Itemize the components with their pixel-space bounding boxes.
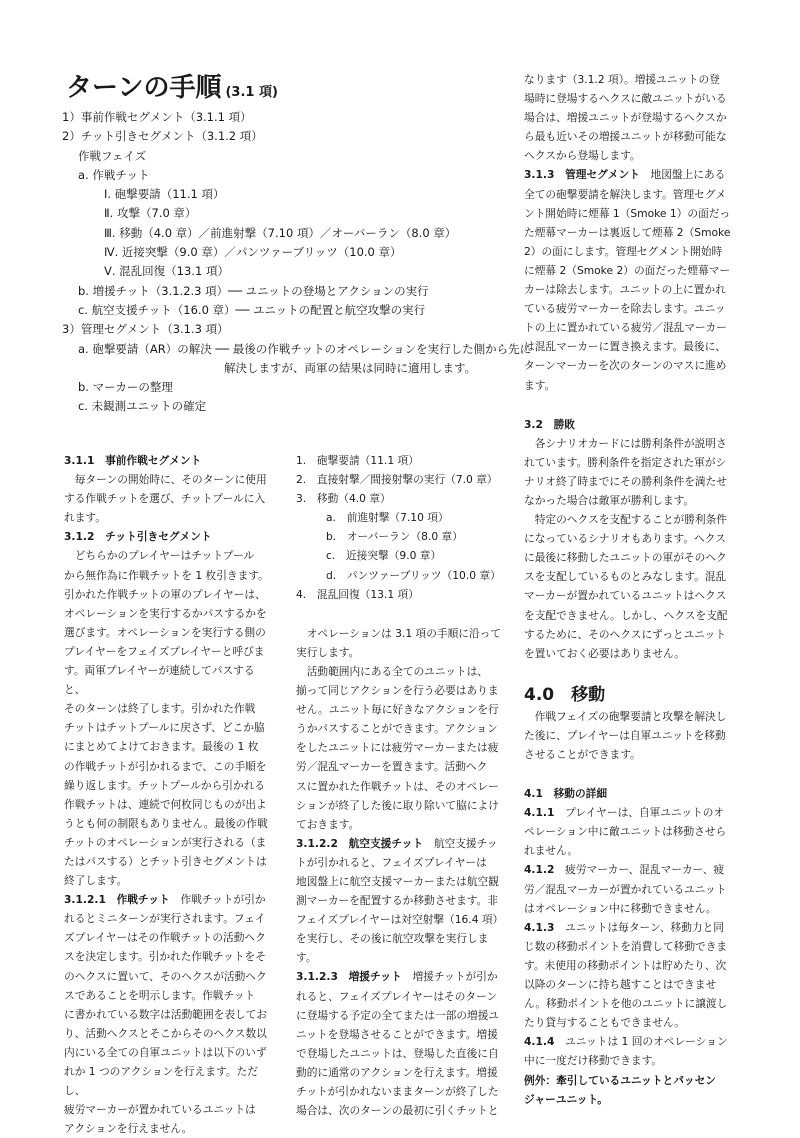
section-heading-3-1-2-1: 3.1.2.1 作戦チット xyxy=(64,893,170,907)
paragraph-3-2-b: 特定のヘクスを支配することが勝利条件 になっているシナリオもあります。ヘクス に最後に移動したユニットの軍がそのヘク スを支配しているものとみなします。混乱 マーカーが置かれているユニットはヘクス を支配できません。しかし、ヘクスを支配 するために、そのヘクスにずっとユニット を置いておく必要はありません。 xyxy=(524,513,728,660)
list-item: a. 前進射撃（7.10 項） xyxy=(326,511,449,525)
outline-line: c. 航空支援チット（16.0 章）── ユニットの配置と航空攻撃の実行 xyxy=(78,302,426,317)
outline-line: Ⅰ. 砲撃要請（11.1 項） xyxy=(104,187,225,202)
section-heading-3-2: 3.2 勝敗 xyxy=(524,417,575,431)
paragraph-3-1-2-2: 3.1.2.2 航空支援チット 航空支援チッ トが引かれると、フェイズプレイヤーは 地図盤上に航空支援マーカーまたは航空観 測マーカーを配置するか移動させます。非 フェイズプレイヤーは対空射撃（16.4 項） を実行し、その後に航空攻撃を実行します。 xyxy=(296,836,504,965)
section-heading-3-1-3: 3.1.3 管理セグメント xyxy=(524,168,640,182)
action-list xyxy=(296,451,506,604)
section-heading-3-1-1: 3.1.1 事前作戦セグメント xyxy=(64,454,202,467)
outline-line: Ⅲ. 移動（4.0 章）／前進射撃（7.10 項）／オーバーラン（8.0 章） xyxy=(104,225,457,240)
paragraph-reinforcement-continued: なります（3.1.2 項）。増援ユニットの登 場時に登場するヘクスに敵ユニットがいる 場合は、増援ユニットが登場するヘクスか ら最も近いその増援ユニットが移動可能な ヘクスから登場します。 xyxy=(524,73,727,163)
rule-4-1-2: 4.1.2 疲労マーカー、混乱マーカー、疲 労／混乱マーカーが置かれているユニット はオペレーション中に移動できません。 xyxy=(524,863,727,915)
column-3 xyxy=(524,70,746,1109)
paragraph-3-1-2-3: 3.1.2.3 増援チット 増援チットが引か れると、フェイズプレイヤーはそのターン に登場する予定の全てまたは一部の増援ユ ニットを登場させることができます。増援 で登場したユニットは、登場した直後に自 動的に通常のアクションを行えます。増援 チットが引かれないままターンが終了した 場合は、次のターンの最初に引くチットと xyxy=(296,970,500,1118)
outline-line: 解決しますが、両軍の結果は同時に適用します。 xyxy=(224,360,477,375)
outline-line: Ⅱ. 攻撃（7.0 章） xyxy=(104,206,197,221)
outline-line: Ⅴ. 混乱回復（13.1 項） xyxy=(104,264,229,279)
outline-line: Ⅳ. 近接突撃（9.0 章）／パンツァーブリッツ（10.0 章） xyxy=(104,245,402,260)
section-heading-3-1-2: 3.1.2 チット引きセグメント xyxy=(64,530,212,544)
outline-line: c. 未観測ユニットの確定 xyxy=(78,399,207,414)
outline-line: 3）管理セグメント（3.1.3 項） xyxy=(62,322,229,337)
outline-line: 1）事前作戦セグメント（3.1.1 項） xyxy=(62,110,252,124)
paragraph-3-2-a: 各シナリオカードには勝利条件が説明さ れています。勝利条件を指定された軍がシ ナリオ終了時までにその勝利条件を満たせ なかった場合は敵軍が勝利します。 xyxy=(524,436,727,507)
rule-4-1-1: 4.1.1 プレイヤーは、自軍ユニットのオ ペレーション中に敵ユニットは移動させら れません。 xyxy=(524,806,727,858)
exception-note: 例外：牽引しているユニットとパッセン ジャーユニット。 xyxy=(524,1073,716,1106)
list-item: 4. 混乱回復（13.1 項） xyxy=(296,587,419,601)
paragraph-activity-range: 活動範囲内にある全てのユニットは、 揃って同じアクションを行う必要はありま せん。ユニット毎に好きなアクションを行 うかパスすることができます。アクション をしたユニットには疲労マーカーまたは疲 労／混乱マーカーを置きます。活動ヘク スに置かれた作戦チットは、そのオペレー ションが終了した後に取り除いて脇によけ ておきます。 xyxy=(296,664,499,831)
list-item: b. オーバーラン（8.0 章） xyxy=(326,530,463,544)
rule-4-1-4: 4.1.4 ユニットは 1 回のオペレーション 中に一度だけ移動できます。 xyxy=(524,1035,728,1068)
section-heading-3-1-2-2: 3.1.2.2 航空支援チット xyxy=(296,836,424,850)
section-heading-3-1-2-3: 3.1.2.3 増援チット xyxy=(296,970,402,984)
outline-line: a. 作戦チット xyxy=(78,167,150,182)
outline-line: a. 砲撃要請（AR）の解決 ── 最後の作戦チットのオペレーションを実行した側から先に xyxy=(78,341,532,356)
outline-line: 作戦フェイズ xyxy=(78,148,147,163)
list-item: 2. 直接射撃／間接射撃の実行（7.0 章） xyxy=(296,473,498,487)
page-title xyxy=(66,72,278,109)
paragraph-3-1-2-1: 3.1.2.1 作戦チット 作戦チットが引か れるとミニターンが実行されます。フェイ ズプレイヤーはその作戦チットの活動ヘク スを決定します。引かれた作戦チットをそ のヘクスに置いて、そのヘクスが活動ヘク スであることを明示します。作戦チット に書かれている数字は活動範囲を表してお り、活動ヘクスとそこからそのヘクス数以 内にいる全ての自軍ユニットは以下のいず れか 1 つのアクションを行えます。ただし、 疲労マーカーが置かれているユニットは アクションを行えません。 xyxy=(64,893,268,1136)
outline-line: 2）チット引きセグメント（3.1.2 項） xyxy=(62,129,263,144)
section-heading-4-0: 4.0 移動 xyxy=(524,684,606,705)
title-ref: (3.1 項) xyxy=(225,85,278,100)
outline-line: b. マーカーの整理 xyxy=(78,380,173,395)
list-item: 3. 移動（4.0 章） xyxy=(296,492,391,506)
outline-line: b. 増援チット（3.1.2.3 項）── ユニットの登場とアクションの実行 xyxy=(78,283,429,298)
paragraph-3-1-2: どちらかのプレイヤーはチットプール から無作為に作戦チットを 1 枚引きます。 引かれた作戦チットの軍のプレイヤーは、 オペレーションを実行するかパスするかを 選びます。オペレーションを実行する側の プレイヤーをフェイズプレイヤーと呼びま す。両軍プレイヤーが連続してパスすると、 そのターンは終了します。引かれた作戦 チットはチットプールに戻さず、どこか脇 にまとめてよけておきます。最後の 1 枚 の作戦チットが引かれるまで、この手順を 繰り返します。チットプールから引かれる 作戦チットは、連続で何枚同じものが出よ うとも何の制限もありません。最後の作戦 チットのオペレーションが実行される（ま たはパスする）とチット引きセグメントは 終了します。 xyxy=(64,549,269,888)
turn-sequence-outline xyxy=(62,108,532,417)
paragraph-operation: オペレーションは 3.1 項の手順に沿って 実行します。 xyxy=(296,626,502,659)
paragraph-4-0: 作戦フェイズの砲撃要請と攻撃を解決し た後に、プレイヤーは自軍ユニットを移動 させることができます。 xyxy=(524,709,727,761)
list-item: 1. 砲撃要請（11.1 項） xyxy=(296,454,419,467)
column-1 xyxy=(64,451,274,1138)
paragraph-3-1-3: 3.1.3 管理セグメント 地図盤上にある 全ての砲撃要請を解決します。管理セグメ ント開始時に煙幕 1（Smoke 1）の面だっ た煙幕マーカーは裏返して煙幕 2（Smoke 2）の面にします。管理セグメント開始時 に煙幕 2（Smoke 2）の面だった煙幕マー カーは除去します。ユニットの上に置かれ ている疲労マーカーを除去します。ユニッ トの上に置かれている疲労／混乱マーカー は混乱マーカーに置き換えます。最後に、 ターンマーカーを次のターンのマスに進め ます。 xyxy=(524,168,731,392)
list-item: c. 近接突撃（9.0 章） xyxy=(326,549,442,563)
title-main: ターンの手順 xyxy=(66,73,222,103)
list-item: d. パンツァーブリッツ（10.0 章） xyxy=(326,568,501,582)
column-2 xyxy=(296,451,506,1120)
rule-4-1-3: 4.1.3 ユニットは毎ターン、移動力と同 じ数の移動ポイントを消費して移動できま す。未使用の移動ポイントは貯めたり、次 以降のターンに持ち越すことはできませ ん。移動ポイントを他のユニットに譲渡し たり貸与することもできません。 xyxy=(524,920,728,1030)
paragraph-3-1-1: 毎ターンの開始時に、そのターンに使用 する作戦チットを選び、チットプールに入 れます。 xyxy=(64,473,267,525)
section-heading-4-1: 4.1 移動の詳細 xyxy=(524,787,608,801)
